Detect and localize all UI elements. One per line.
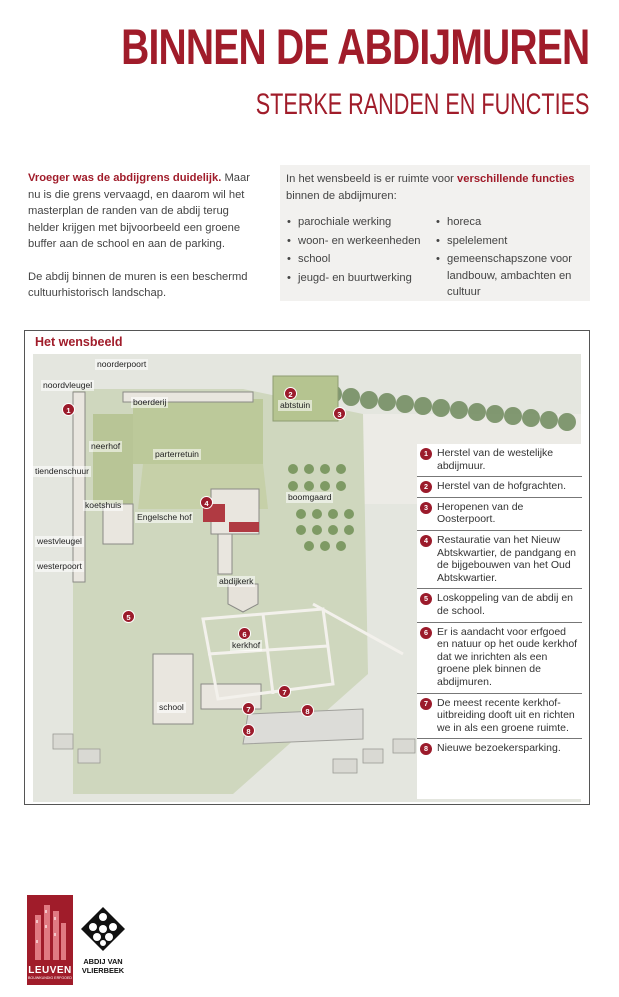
legend-number: 6 bbox=[420, 627, 432, 639]
legend-text: Heropenen van de Oosterpoort. bbox=[437, 500, 524, 526]
map-legend bbox=[417, 444, 582, 799]
map-marker-4: 4 bbox=[200, 496, 213, 509]
abdij-emblem-icon bbox=[79, 905, 127, 955]
page-title: BINNEN DE ABDIJMUREN bbox=[120, 19, 589, 75]
label-school: school bbox=[159, 702, 184, 712]
label-noorderpoort: noorderpoort bbox=[97, 359, 147, 369]
intro-paragraph-1 bbox=[28, 170, 263, 253]
label-abdijkerk: abdijkerk bbox=[219, 576, 254, 586]
functions-lead-pre: In het wensbeeld is er ruimte voor bbox=[286, 173, 458, 185]
leuven-tower-icon bbox=[27, 895, 73, 963]
map-title: Het wensbeeld bbox=[35, 335, 123, 349]
list-item: • parochiale werking bbox=[286, 214, 435, 231]
legend-text: Herstel van de westelijke abdijmuur. bbox=[437, 447, 554, 472]
legend-item bbox=[417, 477, 582, 498]
label-koetshuis: koetshuis bbox=[85, 500, 122, 510]
intro-accent: Vroeger was de abdijgrens duidelijk. bbox=[28, 172, 222, 184]
label-engelsche-hof: Engelsche hof bbox=[137, 512, 192, 522]
label-boomgaard: boomgaard bbox=[288, 492, 332, 502]
legend-text: Nieuwe bezoekersparking. bbox=[437, 742, 561, 755]
legend-text: Herstel van de hofgrachten. bbox=[437, 480, 566, 493]
legend-item bbox=[417, 498, 582, 531]
intro-rest: Maar nu is die grens vervaagd, en daarom wil het masterplan de randen van de abdij terug helder krijgen met bijvoorbeeld een groene buffer aan de school en aan de parking. bbox=[28, 172, 250, 250]
label-neerhof: neerhof bbox=[91, 441, 121, 451]
abdij-name: ABDIJ VAN VLIERBEEK bbox=[81, 957, 125, 975]
functions-list-2 bbox=[435, 214, 584, 303]
functions-list-1 bbox=[286, 214, 435, 303]
legend-text: Er is aandacht voor erfgoed en natuur op het oude kerkhof dat we inrichten als een groene plek binnen de abdijmuren. bbox=[437, 625, 578, 688]
label-tiendenschuur: tiendenschuur bbox=[35, 466, 89, 476]
intro-text bbox=[28, 170, 263, 318]
list-item: • woon- en werkeenheden bbox=[286, 233, 435, 250]
map-marker-5: 5 bbox=[122, 610, 135, 623]
legend-text: De meest recente kerkhof-uitbreiding dooft uit en richten we in als een groene ruimte. bbox=[437, 696, 575, 734]
legend-item bbox=[417, 623, 582, 694]
map-marker-8b: 8 bbox=[242, 724, 255, 737]
functions-lead-accent: verschillende functies bbox=[457, 173, 575, 185]
legend-text: Restauratie van het Nieuw Abtskwartier, de pandgang en de bijgebouwen van het Oud Abtskwartier. bbox=[437, 533, 576, 584]
list-item: • horeca bbox=[435, 214, 584, 231]
map-marker-3: 3 bbox=[333, 407, 346, 420]
legend-item bbox=[417, 589, 582, 622]
leuven-subtitle: BOUWKUNDIG ERFGOED bbox=[28, 976, 72, 980]
map-marker-2: 2 bbox=[284, 387, 297, 400]
map-marker-7b: 7 bbox=[242, 702, 255, 715]
legend-number: 1 bbox=[420, 448, 432, 460]
legend-item bbox=[417, 694, 582, 740]
map-marker-6: 6 bbox=[238, 627, 251, 640]
legend-item bbox=[417, 444, 582, 477]
map-marker-8a: 8 bbox=[301, 704, 314, 717]
label-noordvleugel: noordvleugel bbox=[43, 380, 93, 390]
legend-number: 2 bbox=[420, 481, 432, 493]
legend-number: 8 bbox=[420, 743, 432, 755]
functions-box bbox=[280, 165, 590, 301]
legend-number: 3 bbox=[420, 502, 432, 514]
label-westerpoort: westerpoort bbox=[37, 561, 82, 571]
label-parterretuin: parterretuin bbox=[155, 449, 199, 459]
intro-paragraph-2: De abdij binnen de muren is een beschermd cultuurhistorisch landschap. bbox=[28, 270, 248, 299]
list-item: • gemeenschapszone voor landbouw, ambachten en cultuur bbox=[435, 251, 584, 301]
legend-item bbox=[417, 531, 582, 589]
page-subtitle: STERKE RANDEN EN FUNCTIES bbox=[255, 88, 589, 121]
abdij-logo bbox=[79, 905, 127, 985]
list-item: • jeugd- en buurtwerking bbox=[286, 270, 435, 287]
legend-number: 5 bbox=[420, 593, 432, 605]
leuven-logo bbox=[27, 895, 73, 985]
functions-lead bbox=[286, 171, 584, 204]
list-item: • school bbox=[286, 251, 435, 268]
functions-columns bbox=[286, 214, 584, 303]
list-item: • spelelement bbox=[435, 233, 584, 250]
label-abtstuin: abtstuin bbox=[280, 400, 311, 410]
legend-number: 7 bbox=[420, 698, 432, 710]
legend-text: Loskoppeling van de abdij en de school. bbox=[437, 592, 574, 617]
legend-item bbox=[417, 739, 582, 759]
label-boerderij: boerderij bbox=[133, 397, 167, 407]
map-marker-1: 1 bbox=[62, 403, 75, 416]
leuven-name: LEUVEN bbox=[28, 965, 72, 976]
map-marker-7a: 7 bbox=[278, 685, 291, 698]
label-kerkhof: kerkhof bbox=[232, 640, 261, 650]
legend-number: 4 bbox=[420, 535, 432, 547]
functions-lead-post: binnen de abdijmuren: bbox=[286, 189, 397, 202]
label-westvleugel: westvleugel bbox=[37, 536, 82, 546]
